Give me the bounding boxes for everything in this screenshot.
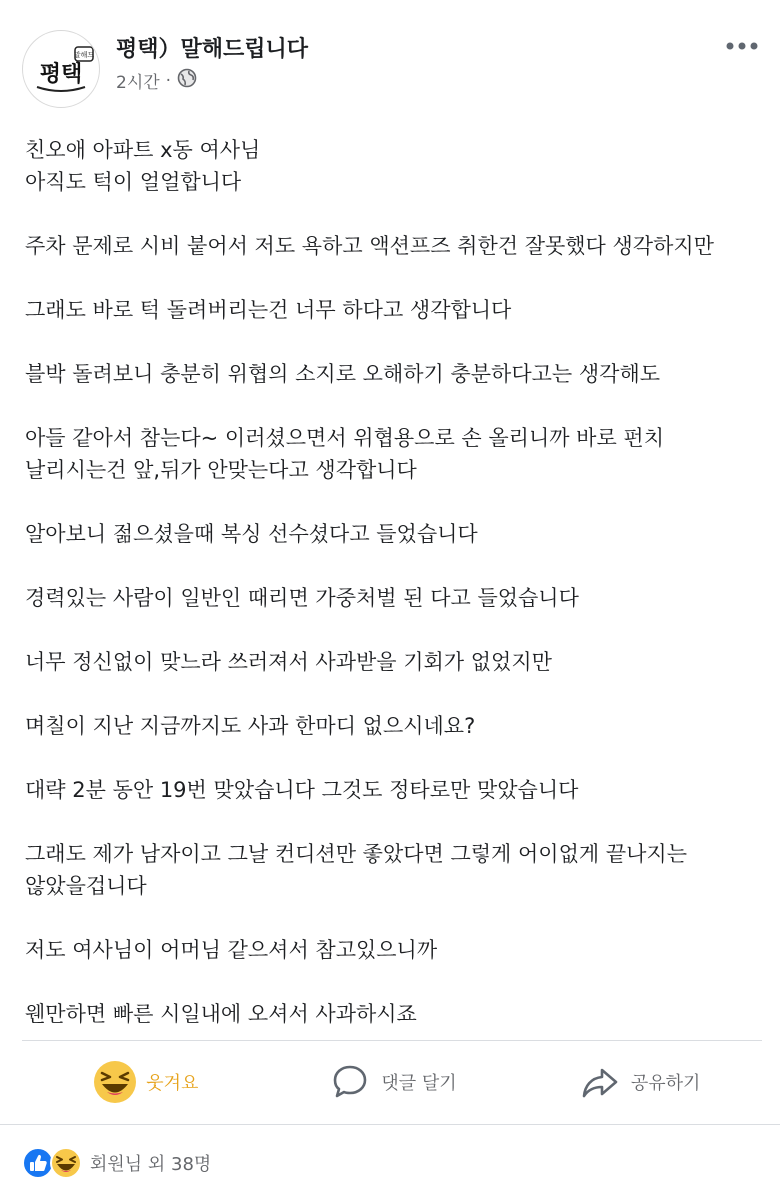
globe-icon: [177, 68, 197, 93]
post-paragraph: [25, 294, 765, 326]
post-paragraph: [25, 582, 765, 614]
avatar-logo-text: 평택: [39, 62, 83, 87]
actions-divider: [22, 1040, 762, 1041]
post-line: 날리시는건 앞,뒤가 안맞는다고 생각합니다: [25, 458, 417, 482]
page-name[interactable]: 평택）말해드립니다: [116, 37, 309, 62]
reaction-count[interactable]: 회원님 외 38명: [90, 1154, 212, 1175]
post-line: 웬만하면 빠른 시일내에 오셔서 사과하시죠: [25, 1002, 417, 1026]
post-header: [22, 30, 762, 110]
post-paragraph: [25, 774, 765, 806]
reaction-label: 웃겨요: [146, 1073, 199, 1094]
post-paragraph: [25, 998, 765, 1030]
share-button[interactable]: [515, 1046, 762, 1118]
post-line: 그래도 제가 남자이고 그날 컨디션만 좋았다면 그렇게 어이없게 끝나지는: [25, 842, 687, 866]
post-meta: [116, 68, 197, 93]
post-line: 아들 같아서 참는다~ 이러셨으면서 위협용으로 손 올리니까 바로 펀치: [25, 426, 665, 450]
post-line: 며칠이 지난 지금까지도 사과 한마디 없으시네요?: [25, 714, 476, 738]
post-time[interactable]: 2시간: [116, 73, 160, 93]
comment-bubble-icon: [327, 1059, 373, 1105]
post-line: 블박 돌려보니 충분히 위협의 소지로 오해하기 충분하다고는 생각해도: [25, 362, 661, 386]
more-options-button[interactable]: [722, 34, 762, 58]
post-line: 않았을겁니다: [25, 874, 147, 898]
post-line: 저도 여사님이 어머님 같으셔서 참고있으니까: [25, 938, 438, 962]
action-bar: [22, 1046, 762, 1118]
haha-emoji-icon: [92, 1059, 138, 1105]
reaction-button[interactable]: [22, 1046, 269, 1118]
post-paragraph: [25, 934, 765, 966]
post-paragraph: [25, 422, 765, 486]
haha-icon: [50, 1147, 82, 1179]
section-divider: [0, 1124, 780, 1125]
more-horizontal-icon: [726, 42, 758, 50]
post-text: [25, 134, 765, 1030]
post-line: 그래도 바로 턱 돌려버리는건 너무 하다고 생각합니다: [25, 298, 512, 322]
page-avatar[interactable]: [22, 30, 100, 108]
post-line: 경력있는 사람이 일반인 때리면 가중처벌 된 다고 들었습니다: [25, 586, 579, 610]
post-paragraph: [25, 230, 765, 262]
post-line: 너무 정신없이 맞느라 쓰러져서 사과받을 기회가 없었지만: [25, 650, 552, 674]
post-line: 아직도 턱이 얼얼합니다: [25, 170, 242, 194]
post-line: 대략 2분 동안 19번 맞았습니다 그것도 정타로만 맞았습니다: [25, 778, 579, 802]
post-line: 알아보니 젊으셨을때 복싱 선수셨다고 들었습니다: [25, 522, 478, 546]
avatar-small-text: 말해드: [73, 51, 95, 59]
post-paragraph: [25, 646, 765, 678]
page-logo-icon: [23, 31, 99, 107]
meta-separator: ·: [165, 70, 172, 91]
post-paragraph: [25, 358, 765, 390]
post-paragraph: [25, 134, 765, 198]
comment-label: 댓글 달기: [381, 1073, 457, 1094]
post-paragraph: [25, 838, 765, 902]
post-line: 친오애 아파트 x동 여사님: [25, 138, 261, 162]
post-paragraph: [25, 710, 765, 742]
share-arrow-icon: [577, 1059, 623, 1105]
post-paragraph: [25, 518, 765, 550]
share-label: 공유하기: [630, 1073, 701, 1094]
reaction-summary[interactable]: [22, 1146, 211, 1180]
comment-button[interactable]: [269, 1046, 516, 1118]
post-line: 주차 문제로 시비 붙어서 저도 욕하고 액션프즈 취한건 잘못했다 생각하지만: [25, 234, 714, 258]
